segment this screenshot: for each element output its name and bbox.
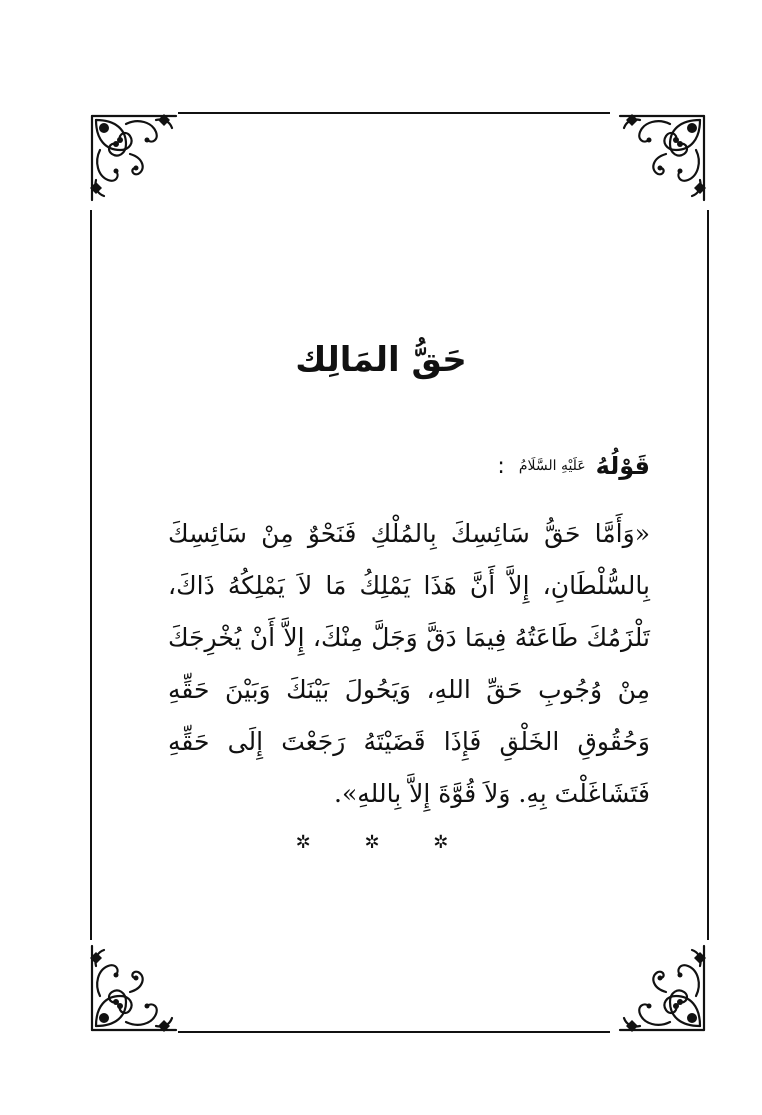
section-separator xyxy=(0,832,762,853)
page-title: حَقُّ المَالِك xyxy=(295,340,467,380)
body-line: مِنْ وُجُوبِ حَقِّ اللهِ، وَيَحُولَ بَيْنَكَ وَبَيْنَ حَقِّهِ xyxy=(168,675,650,704)
corner-ornament-top-left xyxy=(86,110,182,206)
corner-ornament-top-right xyxy=(614,110,710,206)
body-line: «وَأَمَّا حَقُّ سَائِسِكَ بِالمُلْكِ فَنَحْوٌ مِنْ سَائِسِكَ xyxy=(168,519,650,548)
body-line: وَحُقُوقِ الخَلْقِ فَإِذَا قَضَيْتَهُ رَجَعْتَ إِلَى حَقِّهِ xyxy=(168,727,650,756)
frame-bottom-line xyxy=(178,1031,610,1033)
body-line: بِالسُّلْطَانِ، إِلاَّ أَنَّ هَذَا يَمْلِكُ مَا لاَ يَمْلِكُهُ ذَاكَ، xyxy=(168,571,650,600)
honorific-phrase: عَلَيْهِ السَّلَامُ xyxy=(518,458,586,474)
separator-star-icon: ✲ xyxy=(295,832,329,853)
frame-top-line xyxy=(178,112,610,114)
corner-ornament-bottom-left xyxy=(86,940,182,1036)
separator-star-icon: ✲ xyxy=(433,832,467,853)
corner-ornament-bottom-right xyxy=(614,940,710,1036)
body-paragraph xyxy=(168,508,650,820)
intro-label: قَوْلُهُ xyxy=(595,452,650,480)
frame-right-line xyxy=(707,210,709,940)
separator-star-icon: ✲ xyxy=(364,832,398,853)
frame-left-line xyxy=(90,210,92,940)
intro-line xyxy=(497,452,650,480)
body-line: فَتَشَاغَلْتَ بِهِ. وَلاَ قُوَّةَ إِلاَّ بِاللهِ». xyxy=(334,779,650,808)
body-line: تَلْزَمُكَ طَاعَتُهُ فِيمَا دَقَّ وَجَلَّ مِنْكَ، إِلاَّ أَنْ يُخْرِجَكَ xyxy=(168,623,650,652)
intro-colon: : xyxy=(497,453,505,479)
